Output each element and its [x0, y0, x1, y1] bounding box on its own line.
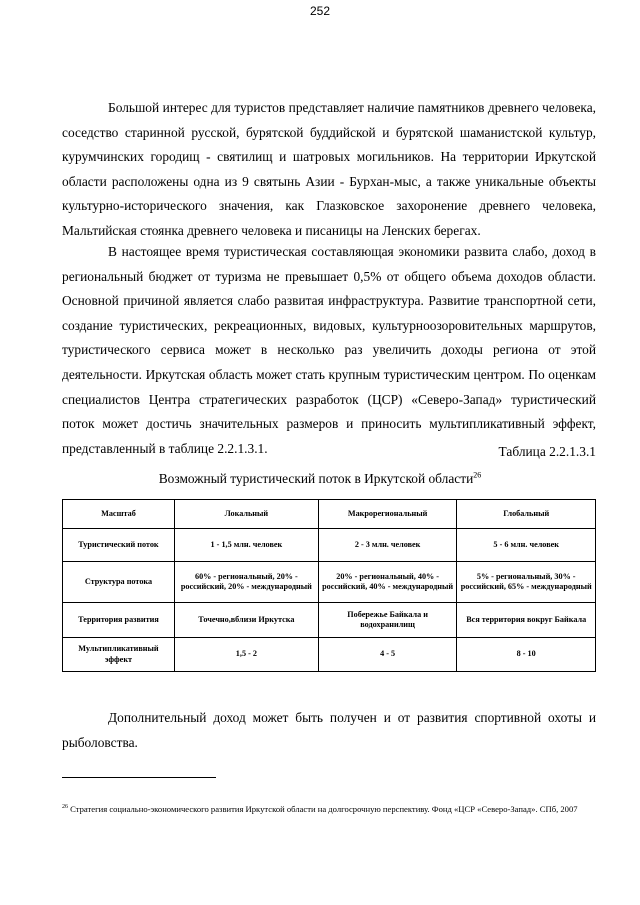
table-cell: 2 - 3 млн. человек [318, 529, 457, 562]
paragraph-text: Большой интерес для туристов представляет наличие памятников древнего человека, соседство старинной русской, бурятской буддийской и бурятской шаманистской культур, курумчинских городищ - святилищ и шатровых могильников. На территории Иркутской области расположены одна из 9 святынь Азии - Бурхан-мыс, а также уникальные объекты культурно-исторического значения, как Глазковское захоронение древнего человека, Мальтийская стоянка древнего человека и писаницы на Ленских берегах. [62, 100, 596, 238]
footnote-reference: 26 [473, 470, 482, 480]
table-number-label: Таблица 2.2.1.3.1 [498, 444, 596, 459]
table-header-cell: Глобальный [457, 500, 596, 529]
footnote-separator [62, 777, 216, 778]
table-cell: 5% - региональный, 30% - российский, 65% - международный [457, 562, 596, 603]
body-paragraph-2 [62, 240, 596, 461]
table-cell: 5 - 6 млн. человек [457, 529, 596, 562]
table-cell: Вся территория вокруг Байкала [457, 603, 596, 638]
table-row [63, 638, 596, 672]
table-row [63, 562, 596, 603]
table-row-header: Туристический поток [63, 529, 175, 562]
table-header-cell: Макрорегиональный [318, 500, 457, 529]
table-header-cell: Локальный [174, 500, 318, 529]
paragraph-text: В настоящее время туристическая составляющая экономики развита слабо, доход в региональный бюджет от туризма не превышает 0,5% от общего объема доходов области. Основной причиной является слабо развитая инфраструктура. Развитие транспортной сети, создание туристических, рекреационных, видовых, культурноозоровительных маршрутов, туристического сервиса может в несколько раз увеличить доходы региона от этой деятельности. Иркутская область может стать крупным туристическим центром. По оценкам специалистов Центра стратегических разработок (ЦСР) «Северо-Запад» туристический поток может достичь значительных размеров и приносить мультипликативный эффект, представленный в таблице 2.2.1.3.1. [62, 244, 596, 456]
body-paragraph-3 [62, 706, 596, 755]
table-row-header: Структура потока [63, 562, 175, 603]
table-row [63, 603, 596, 638]
table-header-cell: Масштаб [63, 500, 175, 529]
footnote-number: 26 [62, 804, 68, 811]
paragraph-text: Дополнительный доход может быть получен и от развития спортивной охоты и рыболовства. [62, 710, 596, 750]
table-header-row [63, 500, 596, 529]
footnote [62, 803, 596, 815]
table-cell: Побережье Байкала и водохранилищ [318, 603, 457, 638]
table-cell: 60% - региональный, 20% - российский, 20% - международный [174, 562, 318, 603]
table-cell: 4 - 5 [318, 638, 457, 672]
table-cell: 20% - региональный, 40% - российский, 40% - международный [318, 562, 457, 603]
table-row [63, 529, 596, 562]
table-row-header: Мультипликативный эффект [63, 638, 175, 672]
body-paragraph-1 [62, 96, 596, 244]
page-number: 252 [309, 4, 331, 18]
tourist-flow-table [62, 499, 596, 672]
footnote-text: Стратегия социально-экономического развития Иркутской области на долгосрочную перспективу. Фонд «ЦСР «Северо-Запад». СПб, 2007 [70, 804, 578, 814]
table-caption [0, 471, 640, 487]
table-cell: 1,5 - 2 [174, 638, 318, 672]
table-cell: 8 - 10 [457, 638, 596, 672]
table-cell: 1 - 1,5 млн. человек [174, 529, 318, 562]
table-cell: Точечно,вблизи Иркутска [174, 603, 318, 638]
table-caption-text: Возможный туристический поток в Иркутской области [158, 471, 474, 486]
table-row-header: Территория развития [63, 603, 175, 638]
